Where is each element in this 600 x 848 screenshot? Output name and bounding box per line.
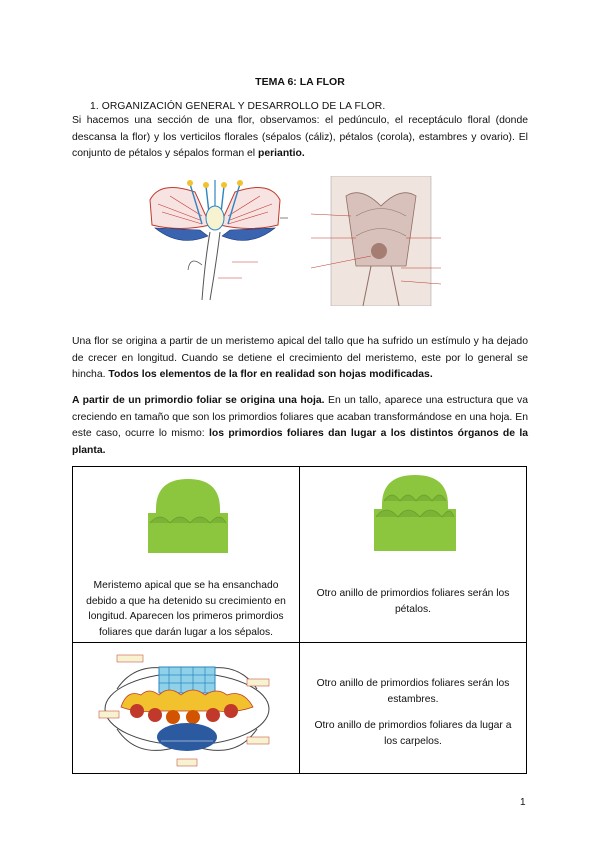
table-cell-petals [300, 467, 527, 643]
page-title: TEMA 6: LA FLOR [255, 76, 345, 88]
meristem-petal-illustration [370, 475, 460, 555]
flower-micrograph [301, 176, 461, 306]
table-cell-stamens-carpels [300, 643, 527, 774]
meristem-sepal-illustration [146, 479, 230, 557]
table-cell-meristem [73, 467, 300, 643]
stamens-description: Otro anillo de primordios foliares serán los estambres. [316, 678, 510, 705]
petals-description: Otro anillo de primordios foliares serán los pétalos. [316, 588, 510, 615]
floral-organs-illustration [97, 649, 277, 769]
development-table [72, 466, 527, 774]
periantio-term: periantio. [258, 148, 305, 159]
carpels-description: Otro anillo de primordios foliares da lugar a los carpelos. [314, 720, 512, 747]
origin-bold-statement: Todos los elementos de la flor en realidad son hojas modificadas. [108, 369, 433, 380]
primordium-paragraph: A partir de un primordio foliar se origina una hoja. En un tallo, aparece una estructura que va creciendo en tamaño que son los primordios foliares que acaban transformándose en una hoja. En este caso, ocurre lo mismo: los primordios foliares dan lugar a los distintos órganos de la planta. [72, 395, 528, 456]
meristem-description: Meristemo apical que se ha ensanchado debido a que ha detenido su crecimiento en longitud. Aparecen los primeros primordios foliares que darán lugar a los sépalos. [86, 580, 286, 638]
page-number: 1 [520, 797, 526, 808]
table-cell-diagram [73, 643, 300, 774]
flower-section-diagram [140, 170, 290, 310]
section-heading: 1. ORGANIZACIÓN GENERAL Y DESARROLLO DE LA FLOR. [90, 101, 386, 112]
primordium-bold-conclusion: los primordios foliares dan lugar a los distintos órganos de la planta. [72, 428, 528, 456]
origin-paragraph: Una flor se origina a partir de un meristemo apical del tallo que ha sufrido un estímulo y ha dejado de crecer en longitud. Cuando se detiene el crecimiento del meristemo, este por lo general se hincha. Todos los elementos de la flor en realidad son hojas modificadas. [72, 336, 528, 380]
intro-paragraph: Si hacemos una sección de una flor, observamos: el pedúnculo, el receptáculo floral (donde descansa la flor) y los verticilos florales (sépalos (cáliz), pétalos (corola), estambres y ovario). El conjunto de pétalos y sépalos forman el periantio. [72, 115, 528, 159]
primordium-bold-statement: A partir de un primordio foliar se origina una hoja. [72, 395, 325, 406]
